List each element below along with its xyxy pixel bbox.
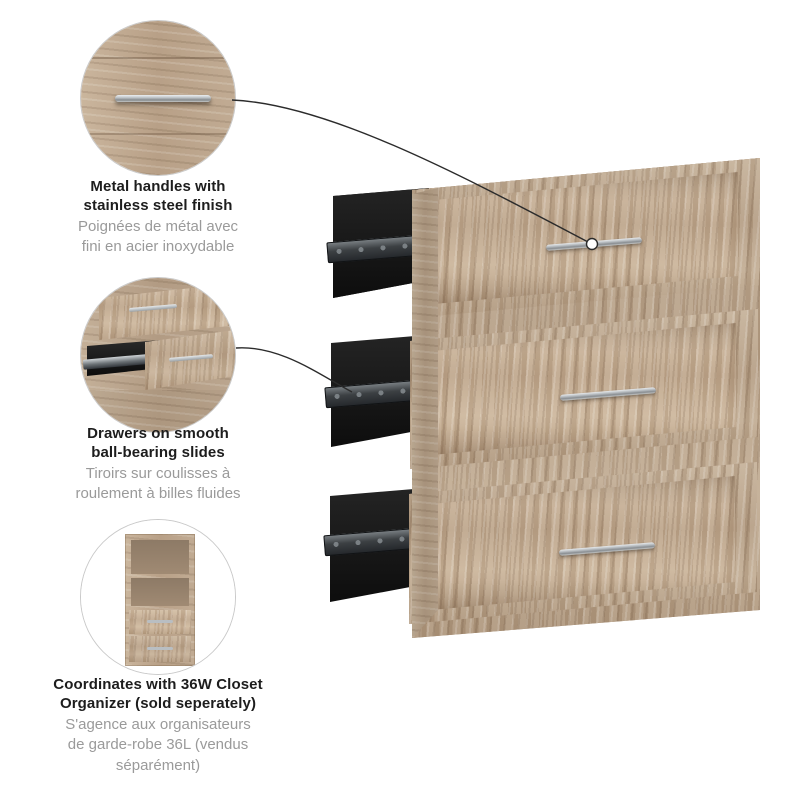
caption-metal-handles-en-line1: Metal handles with: [90, 178, 226, 195]
caption-organizer-fr-line1: S'agence aux organisateurs: [65, 715, 251, 733]
caption-slides-en-line2: ball-bearing slides: [91, 443, 225, 461]
callout-circle-ball-bearing-slides: [80, 277, 236, 433]
caption-slides-fr-line1: Tiroirs sur coulisses à: [85, 464, 231, 482]
callout-circle-metal-handles: [80, 20, 236, 176]
caption-metal-handles: [32, 178, 284, 257]
caption-metal-handles-fr-line1: Poignées de métal avec: [77, 217, 239, 235]
caption-organizer-fr-line3: séparément): [115, 757, 201, 774]
drawer-front-top: [412, 158, 760, 318]
handle-closeup: [115, 95, 211, 102]
caption-organizer-en-line2: Organizer (sold seperately): [59, 694, 257, 712]
caption-closet-organizer: [22, 676, 294, 776]
caption-slides-fr-line2: roulement à billes fluides: [75, 485, 241, 503]
caption-ball-bearing-slides: [32, 425, 284, 504]
caption-metal-handles-en-line2: stainless steel finish: [83, 196, 233, 214]
caption-metal-handles-fr-line2: fini en acier inoxydable: [81, 238, 235, 256]
cabinet-side-panel: [412, 158, 438, 638]
caption-organizer-fr-line2: de garde-robe 36L (vendus: [67, 736, 249, 754]
drawer-front-bottom: [409, 462, 757, 624]
caption-organizer-en-line1: Coordinates with 36W Closet: [53, 676, 263, 693]
caption-slides-en-line1: Drawers on smooth: [87, 425, 229, 442]
callout-circle-closet-organizer: [80, 519, 236, 675]
drawer-front-middle: [410, 309, 758, 469]
